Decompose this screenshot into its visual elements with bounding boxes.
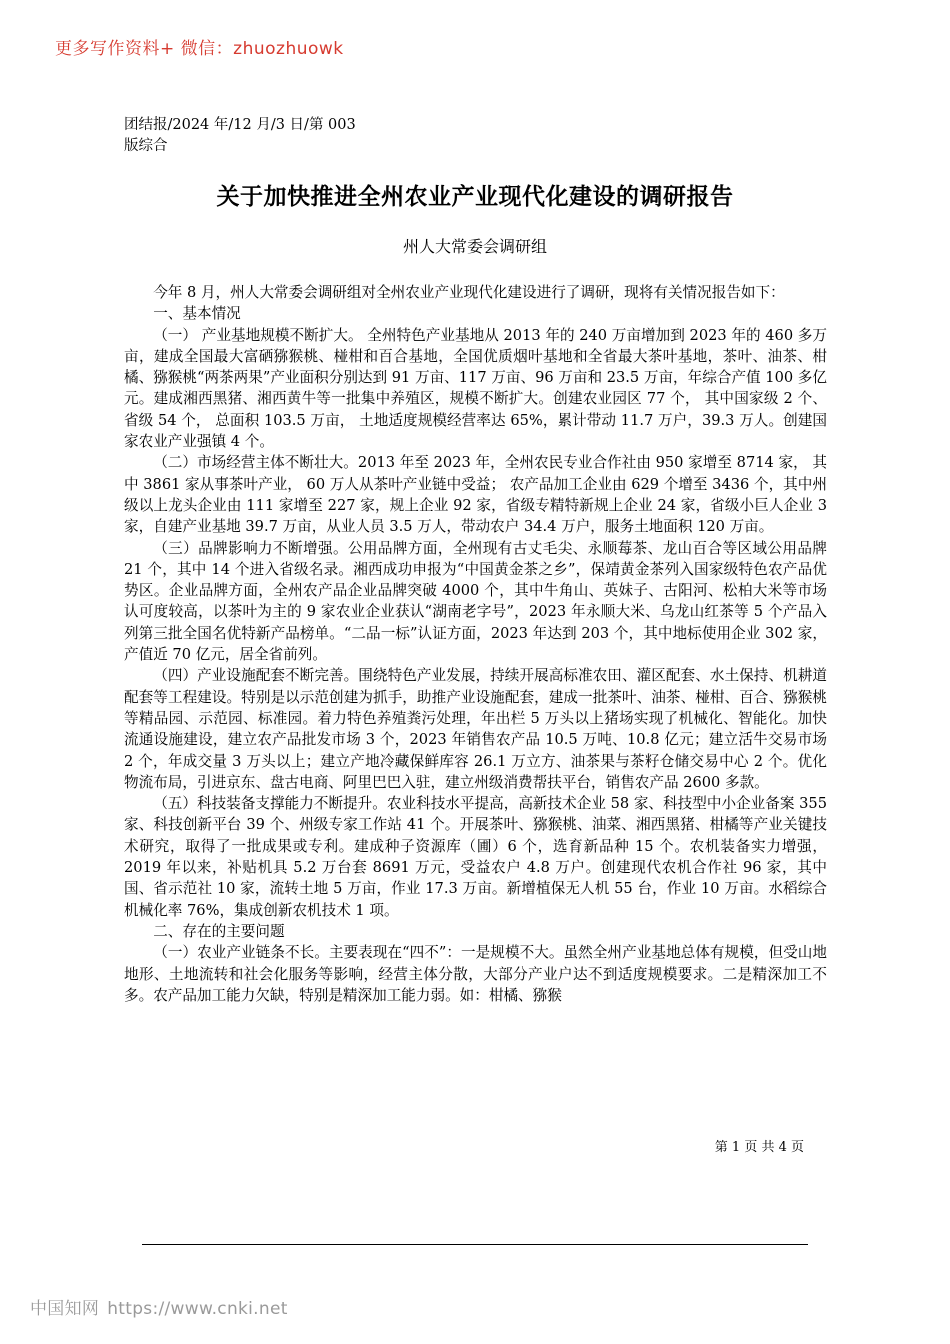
paragraph-brand-influence: （三）品牌影响力不断增强。公用品牌方面，全州现有古丈毛尖、永顺莓茶、龙山百合等区域公用品牌 21 个，其中 14 个进入省级名录。湘西成功申报为“中国黄金茶之乡”，保靖黄金茶列入国家级特色农产品优势区。企业品牌方面，全州农产品企业品牌突破 4000 个，其中牛角山、英妹子、古阳河、松柏大米等市场认可度较高，以茶叶为主的 9 家农业企业获认“湖南老字号”，2023 年永顺大米、乌龙山红茶等 5 个产品入列第三批全国名优特新产品榜单。“二品一标”认证方面，2023 年达到 203 个，其中地标使用企业 302 家，产值近 70 亿元，居全省前列。: [124, 539, 827, 664]
section-heading-basic-situation: 一、基本情况: [153, 305, 241, 323]
cnki-watermark: [30, 1294, 288, 1319]
paragraph-intro: 今年 8 月，州人大常委会调研组对全州农业产业现代化建设进行了调研，现将有关情况报告如下：: [153, 284, 785, 301]
source-line-1: 团结报/2024 年/12 月/3 日/第 003: [124, 117, 356, 133]
paragraph-industry-base: （一） 产业基地规模不断扩大。 全州特色产业基地从 2013 年的 240 万亩增加到 2023 年的 460 多万亩，建成全国最大富硒猕猴桃、椪柑和百合基地，全国优质烟叶基地和全省最大茶叶基地，茶叶、油茶、柑橘、猕猴桃“两茶两果”产业面积分别达到 91 万亩、117 万亩、96 万亩和 23.5 万亩，年综合产值 100 多亿元。建成湘西黑猪、湘西黄牛等一批集中养殖区，规模不断扩大。创建农业园区 77 个， 其中国家级 2 个、 省级 54 个， 总面积 103.5 万亩， 土地适度规模经营率达 65%，累计带动 11.7 万户，39.3 万人。创建国家农业产业强镇 4 个。: [124, 326, 827, 451]
source-line-2: 版综合: [124, 138, 168, 154]
paragraph-market-entities: （二）市场经营主体不断壮大。2013 年至 2023 年，全州农民专业合作社由 950 家增至 8714 家， 其中 3861 家从事茶叶产业， 60 万人从茶叶产业链中受益； 农产品加工企业由 629 个增至 3436 个，其中州级以上龙头企业由 111 家增至 227 家，规上企业 92 家，省级专精特新规上企业 24 家，省级小巨人企业 3 家，自建产业基地 39.7 万亩，从业人员 3.5 万人，带动农户 34.4 万户，服务土地面积 120 万亩。: [124, 454, 827, 536]
footer-divider: [142, 1244, 808, 1245]
section-heading-main-problems: 二、存在的主要问题: [153, 922, 285, 940]
paragraph-facilities: （四）产业设施配套不断完善。围绕特色产业发展，持续开展高标准农田、灌区配套、水土保持、机耕道配套等工程建设。特别是以示范创建为抓手，助推产业设施配套，建成一批茶叶、油茶、椪柑、百合、猕猴桃等精品园、示范园、标准园。着力特色养殖粪污处理，年出栏 5 万头以上猪场实现了机械化、智能化。加快流通设施建设，建立农产品批发市场 3 个，2023 年销售农产品 10.5 万吨、10.8 亿元；建立活牛交易市场 2 个，年成交量 3 万头以上；建立产地冷藏保鲜库容 26.1 万立方、油茶果与茶籽仓储交易中心 2 个。优化物流布局，引进京东、盘古电商、阿里巴巴入驻，建立州级消费帮扶平台，销售农产品 2600 多款。: [124, 667, 827, 791]
paragraph-technology: （五）科技装备支撑能力不断提升。农业科技水平提高，高新技术企业 58 家、科技型中小企业备案 355 家、科技创新平台 39 个、州级专家工作站 41 个。开展茶叶、猕猴桃、油菜、湘西黑猪、柑橘等产业关键技术研究，取得了一批成果或专利。建成种子资源库（圃）6 个，选育新品种 15 个。农机装备实力增强，2019 年以来，补贴机具 5.2 万台套 8691 万元，受益农户 4.8 万户。创建现代农机合作社 96 家，其中国、省示范社 10 家，流转土地 5 万亩，作业 17.3 万亩。新增植保无人机 55 台，作业 10 万亩。水稻综合机械化率 76%，集成创新农机技术 1 项。: [124, 795, 827, 919]
paragraph-industry-chain: （一）农业产业链条不长。主要表现在“四不”：一是规模不大。虽然全州产业基地总体有规模，但受山地地形、土地流转和社会化服务等影响，经营主体分散，大部分产业户达不到适度规模要求。二是精深加工不多。农产品加工能力欠缺，特别是精深加工能力弱。如：柑橘、猕猴: [124, 944, 827, 1004]
report-title: 关于加快推进全州农业产业现代化建设的调研报告: [216, 184, 734, 210]
source-citation: [124, 115, 424, 157]
watermark-url: https://www.cnki.net: [107, 1299, 288, 1319]
page-number: 第 1 页 共 4 页: [714, 1140, 804, 1155]
report-author: 州人大常委会调研组: [402, 237, 547, 256]
promo-banner: 更多写作资料+ 微信：zhuozhuowk: [55, 39, 344, 59]
watermark-brand: 中国知网: [30, 1299, 100, 1319]
report-body: [124, 282, 827, 1006]
